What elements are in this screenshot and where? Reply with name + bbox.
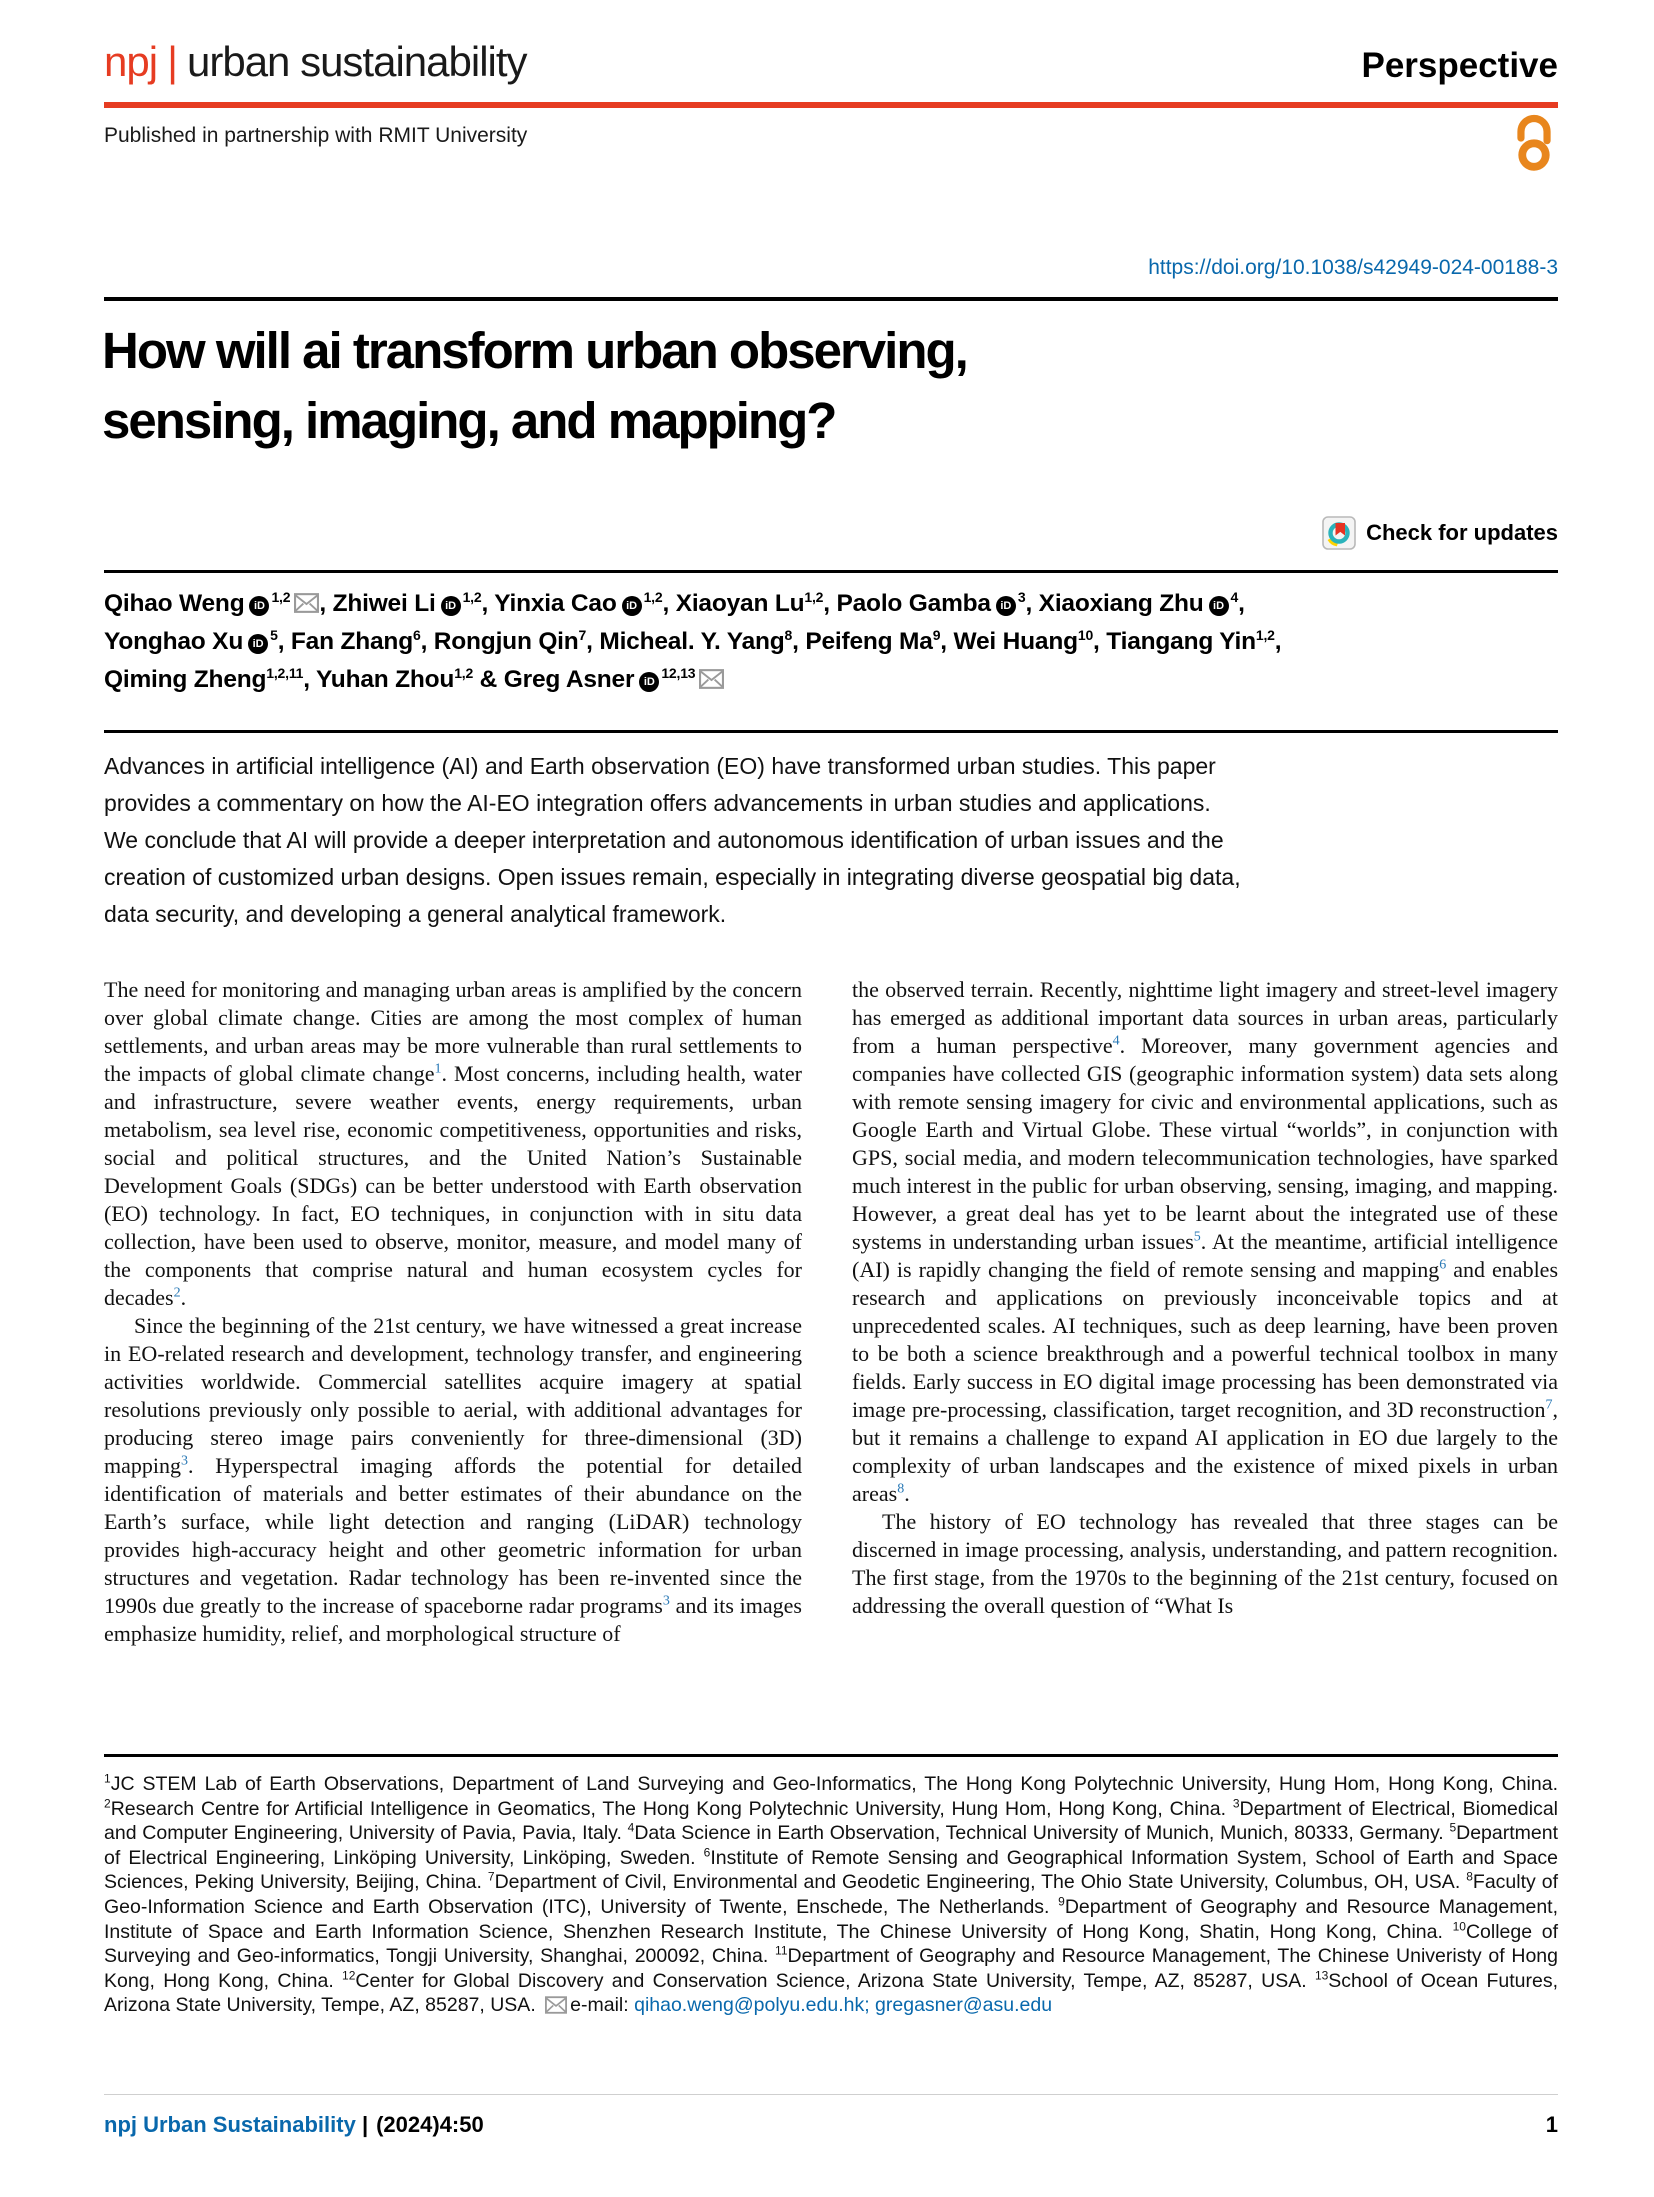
reference-superscript[interactable]: 4 [627,1820,635,1835]
journal-logo [104,38,527,86]
affiliation-superscript: 5 [270,626,278,643]
author-name: Yonghao Xu [104,628,244,655]
affiliation-superscript: 12,13 [661,664,696,681]
journal-logo-separator: | [167,38,177,85]
reference-superscript[interactable]: 2 [104,1796,111,1811]
title-rule [104,297,1558,301]
article-title-line2: sensing, imaging, and mapping? [102,392,836,449]
reference-superscript[interactable]: 3 [181,1453,188,1469]
orcid-icon[interactable]: iD [248,634,268,654]
reference-superscript[interactable]: 8 [1466,1869,1473,1884]
journal-logo-name: urban sustainability [186,38,527,85]
author-name: Rongjun Qin [433,628,579,655]
author-line: Qihao Weng iD$^{1,2}$ , Zhiwei Li iD$^{1,2}$, Yinxia Cao iD$^{1,2}$, Xiaoyan Lu$^{1,2}$, Paolo Gamba $iD^3$, Xiaoxiang Zhu $iD^4$, [104,588,1245,617]
author-name: Paolo Gamba [836,590,991,617]
reference-superscript[interactable]: 7 [487,1869,495,1884]
author-line: Qiming Zheng$^{1,2,11}$, Yuhan Zhou$^{1,2}$ & Greg Asner iD$^{12,13}$ [104,661,1424,699]
body-column-right [852,976,1558,1620]
email-icon [545,1996,567,2014]
affiliation-superscript: 1,2,11 [266,664,304,681]
author-name: Peifeng Ma [805,628,933,655]
author-name: Qihao Weng [104,590,245,617]
author-name: Yinxia Cao [494,590,617,617]
orcid-icon[interactable]: iD [1209,596,1229,616]
author-name: Fan Zhang [290,628,413,655]
footer-journal-link[interactable]: npj Urban Sustainability [104,2112,356,2137]
page-footer [104,2112,1558,2138]
affiliation-superscript: 1,2 [462,588,482,605]
reference-superscript[interactable]: 3 [662,1593,670,1609]
journal-logo-prefix: npj [104,38,158,85]
orcid-icon[interactable]: iD [441,596,461,616]
check-for-updates-icon [1322,516,1356,550]
author-list [104,585,1424,699]
email-icon [294,593,319,613]
body-column-left [104,976,802,1648]
header-rule [104,102,1558,108]
partnership-note: Published in partnership with RMIT University [104,124,528,147]
authors-rule [104,570,1558,573]
orcid-icon[interactable]: iD [249,596,269,616]
orcid-icon[interactable]: iD [639,672,659,692]
abstract-rule [104,730,1558,733]
reference-superscript[interactable]: 11 [775,1943,788,1958]
reference-superscript[interactable]: 5 [1449,1820,1457,1835]
author-name: Qiming Zheng [104,666,267,693]
reference-superscript[interactable]: 7 [1545,1397,1553,1413]
reference-superscript[interactable]: 6 [703,1845,711,1860]
author-line: Yonghao Xu $iD^5$, Fan Zhang$^6$, Rongjun Qin$^7$, Micheal. Y. Yang$^8$, Peifeng Ma$^9$, Wei Huang$^{10}$, Tiangang Yin$^{1,2}$, [104,626,1282,655]
author-name: Tiangang Yin [1106,628,1256,655]
check-for-updates-label: Check for updates [1366,520,1558,545]
reference-superscript[interactable]: 2 [173,1285,181,1301]
footer-issue: (2024)4:50 [376,2112,484,2137]
check-for-updates-button[interactable] [1322,516,1558,550]
reference-superscript[interactable]: 8 [897,1481,905,1497]
affiliation-superscript: 1,2 [1255,626,1275,643]
page-number: 1 [1545,2112,1558,2137]
corresponding-email-links[interactable]: qihao.weng@polyu.edu.hk; gregasner@asu.edu [634,1994,1053,2017]
author-name: Micheal. Y. Yang [599,628,785,655]
author-name: Wei Huang [953,628,1078,655]
reference-superscript[interactable]: 3 [1232,1796,1240,1811]
article-title-line1: How will ai transform urban observing, [102,322,967,379]
footer-separator: | [361,2112,369,2137]
body-paragraph: Since the beginning of the 21st century, we have witnessed a great increase in EO-related research and development, technology transfer, and engineering activities worldwide. Commercial satellites acquire imagery at spatial resolutions previously only possible to aerial, with additional advantages for producing stereo image pairs conveniently for three-dimensional (3D) mapping$^3$. Hyperspectral imaging affords the potential for detailed identification of materials and better estimates of their abundance on the Earth’s surface, while light detection and ranging (LiDAR) technology provides high-accuracy height and other geometric information for urban structures and vegetation. Radar technology has been re-invented since the 1990s due greatly to the increase of spaceborne radar programs$^3$ and its images emphasize humidity, relief, and morphological structure of [104,1313,802,1646]
author-name: Xiaoyan Lu [675,590,805,617]
open-access-icon [1510,112,1558,177]
orcid-icon[interactable]: iD [996,596,1016,616]
reference-superscript[interactable]: 10 [1452,1919,1466,1934]
author-name: Xiaoxiang Zhu [1038,590,1204,617]
affiliations-footnote: $^1$JC STEM Lab of Earth Observations, Department of Land Surveying and Geo-Informatics, The Hong Kong Polytechnic University, Hung Hom, Hong Kong, China. $^2$Research Centre for Artificial Intelligence in Geomatics, The Hong Kong Polytechnic University, Hung Hom, Hong Kong, China. $^3$Department of Electrical, Biomedical and Computer Engineering, University of Pavia, Pavia, Italy. $^4$Data Science in Earth Observation, Technical University of Munich, Munich, 80333, Germany. $^5$Department of Electrical Engineering, Linköping University, Linköping, Sweden. $^6$Institute of Remote Sensing and Geographical Information System, School of Earth and Space Sciences, Peking University, Beijing, China. $^7$Department of Civil, Environmental and Geodetic Engineering, The Ohio State University, Columbus, OH, USA. $^8$Faculty of Geo-Information Science and Earth Observation (ITC), University of Twente, Enschede, The Netherlands. $^9$Department of Geography and Resource Management, Institute of Space and Earth Information Science, Shenzhen Research Institute, The Chinese University of Hong Kong, Shatin, Hong Kong, China. $^{10}$College of Surveying and Geo-informatics, Tongji University, Shanghai, 200092, China. $^{11}$Department of Geography and Resource Management, The Chinese Univeristy of Hong Kong, Hong Kong, China. $^{12}$Center for Global Discovery and Conservation Science, Arizona State University, Tempe, AZ, 85287, USA. $^{13}$School of Ocean Futures, Arizona State University, Tempe, AZ, 85287, USA. e-mail: qihao.weng@polyu.edu.hk; gregasner@asu.edu [104,1771,1559,2017]
affiliation-superscript: 10 [1077,626,1094,643]
article-type-label: Perspective [1361,46,1558,85]
affiliation-superscript: 1,2 [804,588,824,605]
reference-superscript[interactable]: 6 [1439,1257,1447,1273]
affiliation-superscript: 7 [578,626,587,643]
author-name: Yuhan Zhou [316,666,455,693]
affiliation-superscript: 1,2 [643,588,663,605]
affiliation-superscript: 3 [1017,588,1026,605]
footer-citation [104,2112,484,2138]
affiliation-superscript: 8 [784,626,793,643]
affiliation-superscript: 1,2 [271,588,291,605]
author-name: Greg Asner [503,666,635,693]
email-label: e-mail: [570,1994,635,2017]
affiliation-superscript: 4 [1230,588,1239,605]
reference-superscript[interactable]: 5 [1193,1229,1201,1245]
reference-superscript[interactable]: 13 [1314,1968,1329,1983]
author-name: Zhiwei Li [332,590,436,617]
affiliation-superscript: 1,2 [454,664,474,681]
body-paragraph: the observed terrain. Recently, nighttime light imagery and street-level imagery has emerged as additional important data sources in urban areas, particularly from a human perspective$^4$. Moreover, many government agencies and companies have collected GIS (geographic information system) data sets along with remote sensing imagery for civic and environmental applications, such as Google Earth and Virtual Globe. These virtual “worlds”, in conjunction with GPS, social media, and modern telecommunication technologies, have sparked much interest in the public for urban observing, sensing, imaging, and mapping. However, a great deal has yet to be learnt about the integrated use of these systems in understanding urban issues$^5$. At the meantime, artificial intelligence (AI) is rapidly changing the field of remote sensing and mapping$^6$ and enables research and applications on previously inconceivable topics and at unprecedented scales. AI techniques, such as deep learning, have been proven to be both a science breakthrough and a powerful technical toolbox in many fields. Early success in EO digital image processing has been demonstrated via image pre-processing, classification, target recognition, and 3D reconstruction$^7$, but it remains a challenge to expand AI application in EO due largely to the complexity of urban landscapes and the existence of mixed pixels in urban areas$^8$. [852,977,1559,1506]
email-icon [699,669,724,689]
affiliation-superscript: 9 [932,626,941,643]
doi-link[interactable]: https://doi.org/10.1038/s42949-024-00188-3 [1148,256,1558,279]
reference-superscript[interactable]: 4 [1112,1033,1120,1049]
body-paragraph: The history of EO technology has revealed that three stages can be discerned in image processing, analysis, understanding, and pattern recognition. The first stage, from the 1970s to the beginning of the 21st century, focused on addressing the overall question of “What Is [852,1509,1558,1618]
affiliation-superscript: 6 [412,626,421,643]
orcid-icon[interactable]: iD [622,596,642,616]
footnote-rule [104,1754,1558,1757]
reference-superscript[interactable]: 1 [434,1061,442,1077]
reference-superscript[interactable]: 12 [342,1968,356,1983]
reference-superscript[interactable]: 9 [1058,1894,1065,1909]
article-title [102,316,967,456]
body-paragraph: The need for monitoring and managing urban areas is amplified by the concern over global climate change. Cities are among the most complex of human settlements, and urban areas may be more vulnerable than rural settlements to the impacts of global climate change$^1$. Most concerns, including health, water and infrastructure, severe weather events, energy requirements, urban metabolism, sea level rise, economic competitiveness, opportunities and risks, social and political structures, and the United Nation’s Sustainable Development Goals (SDGs) can be better understood with Earth observation (EO) technology. In fact, EO techniques, in conjunction with in situ data collection, have been used to observe, monitor, measure, and model many of the components that comprise natural and human ecosystem cycles for decades$^2$. [104,977,802,1310]
reference-superscript[interactable]: 1 [104,1771,111,1786]
footer-rule [104,2094,1558,2095]
abstract-text: Advances in artificial intelligence (AI) and Earth observation (EO) have transformed urban studies. This paper provides a commentary on how the AI-EO integration offers advancements in urban studies and applications. We conclude that AI will provide a deeper interpretation and autonomous identification of urban issues and the creation of customized urban designs. Open issues remain, especially in integrating diverse geospatial big data, data security, and developing a general analytical framework. [104,753,1241,927]
